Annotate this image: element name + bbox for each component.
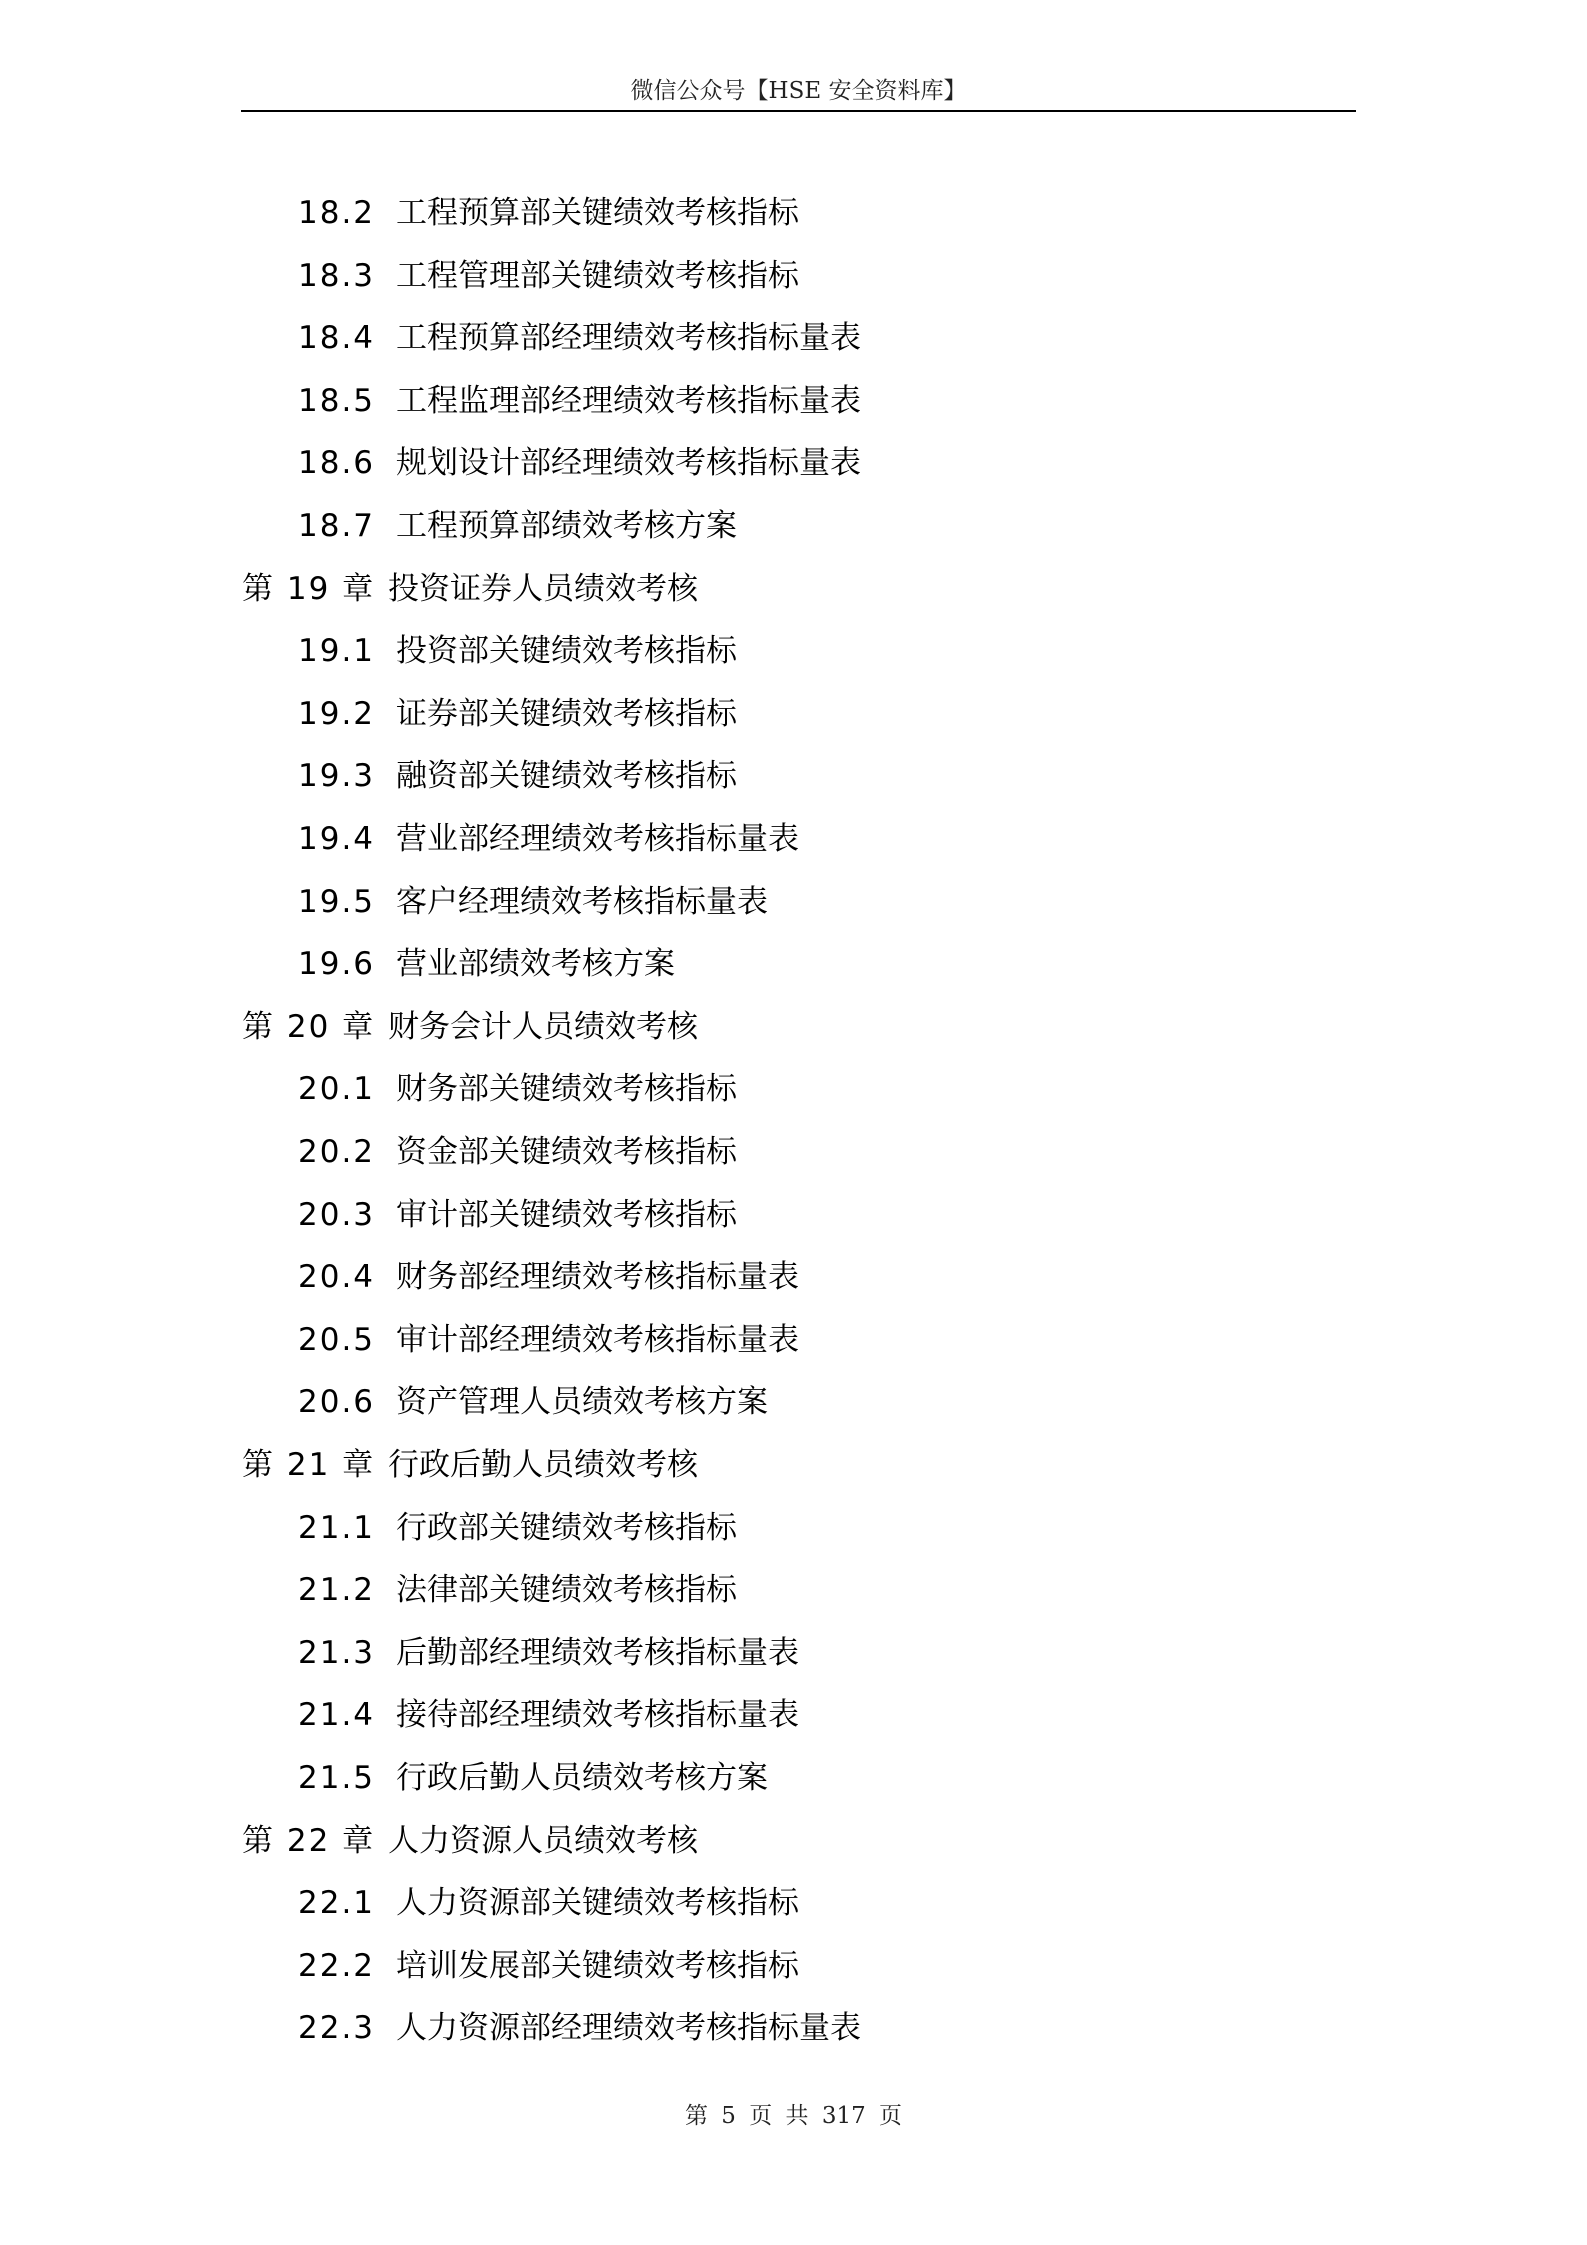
- toc-section-entry[interactable]: [298, 746, 737, 806]
- toc-entry-title: 人力资源部经理绩效考核指标量表: [396, 2010, 861, 2047]
- toc-entry-title: 规划设计部经理绩效考核指标量表: [396, 445, 861, 482]
- toc-entry-number: 18.5: [298, 382, 376, 419]
- toc-entry-number: 22.2: [298, 1947, 376, 1984]
- toc-entry-title: 行政后勤人员绩效考核方案: [396, 1760, 768, 1796]
- toc-section-entry[interactable]: [298, 1185, 737, 1245]
- toc-entry-number: 第 21 章: [242, 1447, 376, 1483]
- toc-entry-number: 20.6: [298, 1384, 376, 1421]
- toc-entry-number: 19.6: [298, 946, 376, 983]
- toc-section-entry[interactable]: [298, 1372, 768, 1432]
- toc-entry-number: 19.2: [298, 695, 376, 732]
- toc-section-entry[interactable]: [298, 1998, 861, 2058]
- toc-section-entry[interactable]: [298, 246, 799, 306]
- toc-entry-title: 人力资源部关键绩效考核指标: [396, 1885, 799, 1922]
- toc-entry-title: 营业部经理绩效考核指标量表: [396, 821, 799, 857]
- toc-section-entry[interactable]: [298, 1623, 799, 1683]
- toc-entry-number: 第 19 章: [242, 570, 376, 607]
- toc-entry-title: 审计部经理绩效考核指标量表: [396, 1321, 799, 1358]
- toc-entry-title: 证券部关键绩效考核指标: [396, 695, 737, 732]
- toc-entry-number: 22.3: [298, 2010, 376, 2047]
- toc-entry-title: 工程管理部关键绩效考核指标: [396, 257, 799, 294]
- toc-entry-number: 18.6: [298, 445, 376, 482]
- toc-entry-title: 营业部绩效考核方案: [396, 946, 675, 983]
- toc-entry-title: 人力资源人员绩效考核: [388, 1822, 698, 1859]
- toc-entry-title: 工程预算部关键绩效考核指标: [396, 195, 799, 231]
- toc-entry-number: 19.3: [298, 758, 376, 795]
- toc-section-entry[interactable]: [298, 308, 861, 368]
- toc-entry-title: 培训发展部关键绩效考核指标: [396, 1947, 799, 1984]
- toc-entry-number: 18.3: [298, 257, 376, 294]
- toc-entry-title: 工程预算部经理绩效考核指标量表: [396, 320, 861, 357]
- toc-section-entry[interactable]: [298, 1560, 737, 1620]
- toc-section-entry[interactable]: [298, 684, 737, 744]
- toc-section-entry[interactable]: [298, 1310, 799, 1370]
- toc-chapter-entry[interactable]: [242, 1435, 698, 1495]
- toc-entry-number: 18.2: [298, 195, 376, 231]
- toc-section-entry[interactable]: [298, 1936, 799, 1996]
- toc-entry-title: 工程预算部绩效考核方案: [396, 508, 737, 544]
- toc-entry-number: 21.2: [298, 1572, 376, 1609]
- toc-section-entry[interactable]: [298, 1748, 768, 1808]
- toc-section-entry[interactable]: [298, 371, 861, 431]
- toc-section-entry[interactable]: [298, 1685, 799, 1745]
- toc-section-entry[interactable]: [298, 183, 799, 243]
- toc-entry-number: 20.4: [298, 1259, 376, 1296]
- toc-entry-number: 21.3: [298, 1634, 376, 1671]
- toc-section-entry[interactable]: [298, 1247, 799, 1307]
- toc-entry-number: 21.4: [298, 1697, 376, 1734]
- toc-entry-title: 法律部关键绩效考核指标: [396, 1572, 737, 1609]
- toc-entry-number: 20.1: [298, 1071, 376, 1108]
- toc-entry-number: 18.7: [298, 508, 376, 544]
- toc-entry-title: 资产管理人员绩效考核方案: [396, 1384, 768, 1421]
- toc-entry-number: 18.4: [298, 320, 376, 357]
- toc-entry-title: 后勤部经理绩效考核指标量表: [396, 1634, 799, 1671]
- toc-entry-title: 行政后勤人员绩效考核: [388, 1447, 698, 1483]
- toc-entry-title: 工程监理部经理绩效考核指标量表: [396, 382, 861, 419]
- toc-entry-number: 19.4: [298, 821, 376, 857]
- toc-entry-number: 第 20 章: [242, 1008, 376, 1045]
- toc-section-entry[interactable]: [298, 1059, 737, 1119]
- toc-entry-title: 客户经理绩效考核指标量表: [396, 883, 768, 920]
- toc-entry-number: 第 22 章: [242, 1822, 376, 1859]
- page-header: 微信公众号【HSE 安全资料库】: [241, 72, 1356, 112]
- toc-entry-title: 财务部经理绩效考核指标量表: [396, 1259, 799, 1296]
- toc-entry-number: 20.5: [298, 1321, 376, 1358]
- toc-entry-number: 20.2: [298, 1134, 376, 1170]
- toc-section-entry[interactable]: [298, 1122, 737, 1182]
- toc-section-entry[interactable]: [298, 809, 799, 869]
- toc-entry-title: 融资部关键绩效考核指标: [396, 758, 737, 795]
- toc-section-entry[interactable]: [298, 1498, 737, 1558]
- toc-section-entry[interactable]: [298, 1873, 799, 1933]
- toc-entry-number: 21.5: [298, 1760, 376, 1796]
- toc-chapter-entry[interactable]: [242, 1811, 698, 1871]
- toc-section-entry[interactable]: [298, 621, 737, 681]
- toc-entry-number: 21.1: [298, 1509, 376, 1546]
- toc-entry-title: 行政部关键绩效考核指标: [396, 1509, 737, 1546]
- toc-entry-title: 接待部经理绩效考核指标量表: [396, 1697, 799, 1734]
- toc-section-entry[interactable]: [298, 433, 861, 493]
- toc-entry-number: 19.5: [298, 883, 376, 920]
- toc-entry-title: 审计部关键绩效考核指标: [396, 1196, 737, 1233]
- toc-entry-number: 20.3: [298, 1196, 376, 1233]
- toc-chapter-entry[interactable]: [242, 997, 698, 1057]
- toc-entry-number: 19.1: [298, 633, 376, 670]
- toc-section-entry[interactable]: [298, 496, 737, 556]
- page-footer: 第 5 页 共 317 页: [684, 2103, 903, 2129]
- toc-entry-title: 投资部关键绩效考核指标: [396, 633, 737, 670]
- toc-entry-title: 财务部关键绩效考核指标: [396, 1071, 737, 1108]
- toc-section-entry[interactable]: [298, 872, 768, 932]
- toc-section-entry[interactable]: [298, 934, 675, 994]
- toc-chapter-entry[interactable]: [242, 559, 698, 619]
- toc-entry-title: 资金部关键绩效考核指标: [396, 1134, 737, 1170]
- toc-entry-title: 投资证券人员绩效考核: [388, 570, 698, 607]
- toc-entry-title: 财务会计人员绩效考核: [388, 1008, 698, 1045]
- toc-entry-number: 22.1: [298, 1885, 376, 1922]
